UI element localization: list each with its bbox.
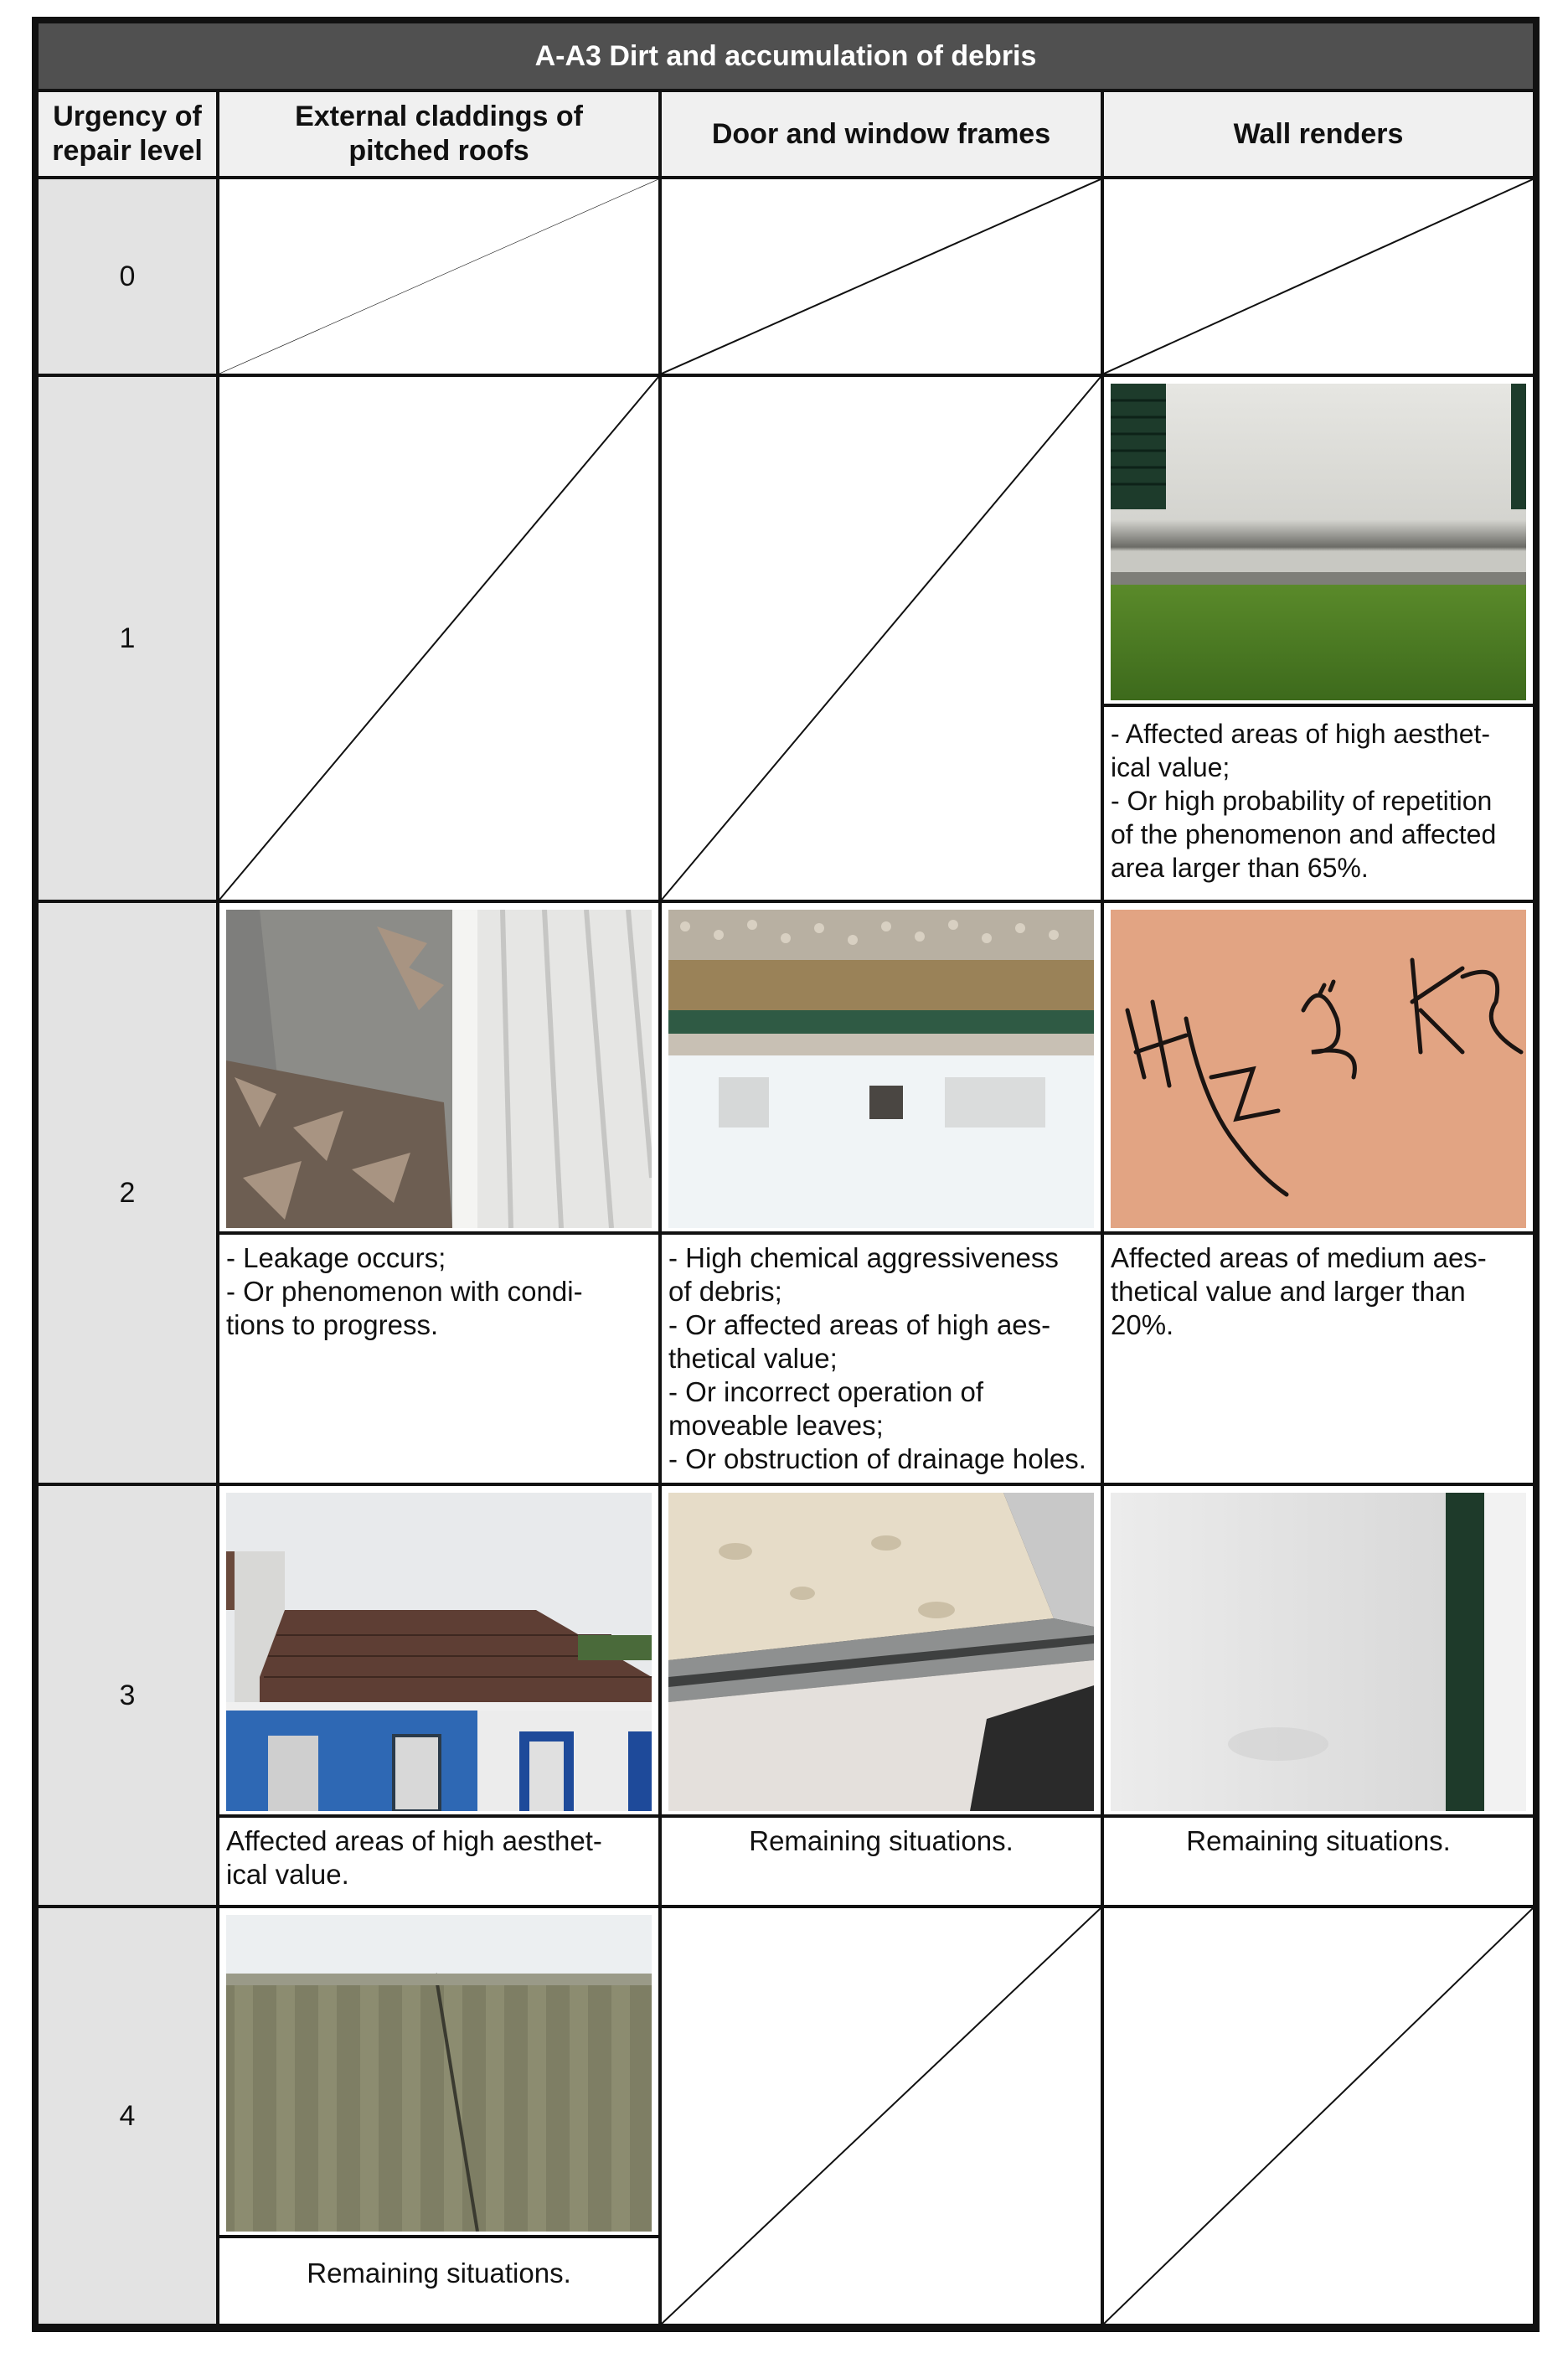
window-frame-debris-photo xyxy=(668,910,1094,1228)
wall-renders-level-1-criteria: - Affected areas of high aesthet- ical value; - Or high probability of repetition of the phenomenon and affected area larger than 65%. xyxy=(1111,719,1497,883)
wall-renders-level-3-criteria: Remaining situations. xyxy=(1186,1825,1451,1856)
wall-renders-level-2-criteria: Affected areas of medium aes- thetical value and larger than 20%. xyxy=(1111,1242,1487,1340)
header-pitched-roofs: External claddings of pitched roofs xyxy=(219,92,658,176)
header-door-window-frames: Door and window frames xyxy=(662,92,1101,176)
not-applicable-cell xyxy=(1104,1908,1533,2324)
not-applicable-cell xyxy=(662,179,1101,374)
wall-renders-level-1-cell xyxy=(1104,377,1533,900)
level-4-label: 4 xyxy=(39,1908,216,2324)
window-sill-photo xyxy=(668,1493,1094,1811)
corrugated-roof-photo xyxy=(226,1915,652,2232)
wall-renders-level-3-cell xyxy=(1104,1486,1533,1905)
not-applicable-cell xyxy=(1104,179,1533,374)
pitched-roofs-level-2-cell xyxy=(219,903,658,1483)
not-applicable-cell xyxy=(662,377,1101,900)
pitched-roofs-level-2-criteria: - Leakage occurs; - Or phenomenon with condi- tions to progress. xyxy=(226,1242,583,1340)
not-applicable-cell xyxy=(662,1908,1101,2324)
level-1-label: 1 xyxy=(39,377,216,900)
pitched-roofs-level-3-cell xyxy=(219,1486,658,1905)
not-applicable-cell xyxy=(219,179,658,374)
dirty-wall-render-photo xyxy=(1111,384,1526,700)
level-2-label: 2 xyxy=(39,903,216,1483)
tiled-roof-house-photo xyxy=(226,1493,652,1811)
white-wall-render-photo xyxy=(1111,1493,1526,1811)
graffiti-wall-photo xyxy=(1111,910,1526,1228)
wall-renders-level-2-cell xyxy=(1104,903,1533,1483)
level-3-label: 3 xyxy=(39,1486,216,1905)
level-0-label: 0 xyxy=(39,179,216,374)
header-urgency-level: Urgency of repair level xyxy=(39,92,216,176)
frames-level-3-criteria: Remaining situations. xyxy=(749,1825,1014,1856)
frames-level-3-cell xyxy=(662,1486,1101,1905)
not-applicable-cell xyxy=(219,377,658,900)
gutter-leaves-photo xyxy=(226,910,652,1228)
pitched-roofs-level-3-criteria: Affected areas of high aesthet- ical value. xyxy=(226,1825,602,1890)
table-title: A-A3 Dirt and accumulation of debris xyxy=(39,23,1533,89)
debris-assessment-table xyxy=(32,17,1540,2332)
frames-level-2-cell xyxy=(662,903,1101,1483)
pitched-roofs-level-4-criteria: Remaining situations. xyxy=(307,2258,571,2288)
frames-level-2-criteria: - High chemical aggressiveness of debris; - Or affected areas of high aes- thetical value; - Or incorrect operation of moveable leaves; - Or obstruction of drainage holes. xyxy=(668,1242,1086,1474)
pitched-roofs-level-4-cell xyxy=(219,1908,658,2324)
header-wall-renders: Wall renders xyxy=(1104,92,1533,176)
